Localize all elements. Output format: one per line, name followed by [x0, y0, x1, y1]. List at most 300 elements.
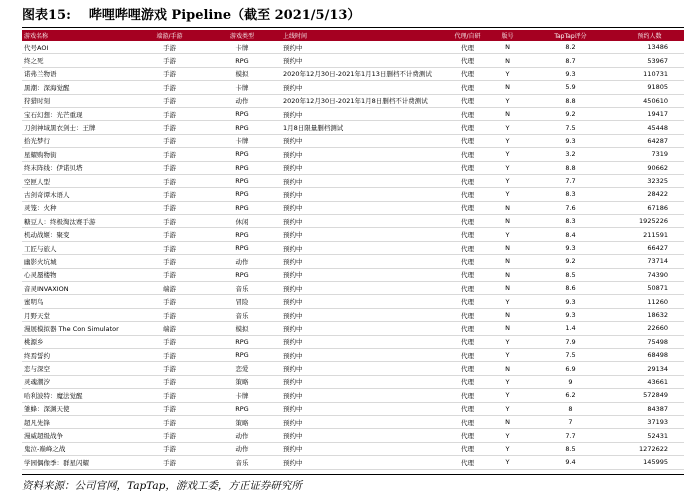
cell-genre: RPG	[203, 54, 281, 67]
table-row	[22, 295, 684, 308]
cell-genre: 卡牌	[203, 134, 281, 147]
cell-game-name: 机动战姬：聚变	[22, 228, 136, 241]
cell-launch-time: 预约中	[281, 188, 446, 201]
cell-platform: 手游	[136, 389, 203, 402]
cell-license: Y	[489, 188, 526, 201]
cell-genre: 动作	[203, 255, 281, 268]
cell-game-name: 终焉誓约	[22, 348, 136, 361]
table-row	[22, 255, 684, 268]
cell-launch-time: 预约中	[281, 322, 446, 335]
cell-genre: RPG	[203, 161, 281, 174]
cell-reservations: 211591	[615, 228, 684, 241]
cell-launch-time: 预约中	[281, 429, 446, 442]
cell-launch-time: 预约中	[281, 295, 446, 308]
cell-license: Y	[489, 295, 526, 308]
cell-platform: 手游	[136, 188, 203, 201]
cell-taptap-score: 7.9	[526, 335, 615, 348]
cell-game-name: 灵魂潮汐	[22, 375, 136, 388]
cell-license: Y	[489, 134, 526, 147]
cell-reservations: 74390	[615, 268, 684, 281]
cell-license: N	[489, 268, 526, 281]
table-header-row	[22, 30, 684, 41]
cell-launch-time: 预约中	[281, 148, 446, 161]
cell-reservations: 13486	[615, 41, 684, 54]
cell-license: Y	[489, 375, 526, 388]
cell-reservations: 64287	[615, 134, 684, 147]
cell-agency: 代理	[446, 228, 489, 241]
cell-agency: 代理	[446, 402, 489, 415]
cell-genre: 卡牌	[203, 81, 281, 94]
cell-license: N	[489, 41, 526, 54]
cell-launch-time: 预约中	[281, 268, 446, 281]
cell-license: N	[489, 107, 526, 120]
cell-genre: 动作	[203, 442, 281, 455]
cell-launch-time: 预约中	[281, 54, 446, 67]
cell-launch-time: 预约中	[281, 228, 446, 241]
cell-license: Y	[489, 335, 526, 348]
cell-reservations: 45448	[615, 121, 684, 134]
header-game-name: 游戏名称	[22, 30, 136, 41]
cell-license: N	[489, 215, 526, 228]
cell-genre: RPG	[203, 121, 281, 134]
cell-taptap-score: 9	[526, 375, 615, 388]
cell-genre: RPG	[203, 348, 281, 361]
cell-game-name: 宝石幻想：光芒重现	[22, 107, 136, 120]
figure-title-text: 哔哩哔哩游戏 Pipeline（截至 2021/5/13）	[88, 8, 361, 23]
cell-game-name: 刀剑神域黑衣剑士：王牌	[22, 121, 136, 134]
cell-agency: 代理	[446, 268, 489, 281]
cell-taptap-score: 8.6	[526, 282, 615, 295]
title-divider	[22, 27, 684, 28]
cell-game-name: 桃源乡	[22, 335, 136, 348]
cell-agency: 代理	[446, 282, 489, 295]
cell-agency: 代理	[446, 41, 489, 54]
table-row	[22, 282, 684, 295]
cell-game-name: 星耀购物街	[22, 148, 136, 161]
cell-reservations: 75498	[615, 335, 684, 348]
cell-taptap-score: 5.9	[526, 81, 615, 94]
cell-game-name: 心灵蜃楼物	[22, 268, 136, 281]
cell-reservations: 67186	[615, 201, 684, 214]
table-row	[22, 389, 684, 402]
cell-platform: 手游	[136, 429, 203, 442]
cell-game-name: 幽影火坑城	[22, 255, 136, 268]
cell-reservations: 110731	[615, 67, 684, 80]
cell-license: Y	[489, 228, 526, 241]
table-row	[22, 442, 684, 455]
cell-license: N	[489, 241, 526, 254]
cell-agency: 代理	[446, 241, 489, 254]
cell-game-name: 超凡先锋	[22, 415, 136, 428]
cell-platform: 手游	[136, 362, 203, 375]
cell-genre: RPG	[203, 402, 281, 415]
cell-platform: 手游	[136, 81, 203, 94]
cell-reservations: 450610	[615, 94, 684, 107]
cell-genre: 冒险	[203, 295, 281, 308]
cell-launch-time: 预约中	[281, 282, 446, 295]
cell-agency: 代理	[446, 456, 489, 469]
cell-agency: 代理	[446, 375, 489, 388]
cell-genre: 模拟	[203, 67, 281, 80]
cell-platform: 手游	[136, 67, 203, 80]
cell-game-name: 终之死	[22, 54, 136, 67]
cell-license: Y	[489, 456, 526, 469]
table-row	[22, 81, 684, 94]
cell-game-name: 空匣人型	[22, 174, 136, 187]
cell-license: N	[489, 322, 526, 335]
table-row	[22, 228, 684, 241]
cell-license: N	[489, 282, 526, 295]
cell-reservations: 37193	[615, 415, 684, 428]
cell-genre: 策略	[203, 415, 281, 428]
cell-platform: 手游	[136, 94, 203, 107]
table-row	[22, 148, 684, 161]
cell-genre: RPG	[203, 335, 281, 348]
cell-genre: 音乐	[203, 308, 281, 321]
cell-taptap-score: 9.3	[526, 134, 615, 147]
cell-launch-time: 预约中	[281, 81, 446, 94]
header-taptap-score: TapTap评分	[526, 30, 615, 41]
cell-reservations: 572849	[615, 389, 684, 402]
cell-genre: RPG	[203, 201, 281, 214]
cell-agency: 代理	[446, 255, 489, 268]
cell-agency: 代理	[446, 67, 489, 80]
cell-taptap-score: 8.7	[526, 54, 615, 67]
cell-launch-time: 预约中	[281, 348, 446, 361]
cell-taptap-score: 7.7	[526, 429, 615, 442]
cell-game-name: 古剑奇谭木语人	[22, 188, 136, 201]
cell-game-name: 糖豆人：终极淘汰赛手游	[22, 215, 136, 228]
header-reservations: 预约人数	[615, 30, 684, 41]
table-row	[22, 121, 684, 134]
cell-genre: RPG	[203, 107, 281, 120]
table-row	[22, 174, 684, 187]
cell-genre: 卡牌	[203, 389, 281, 402]
cell-launch-time: 预约中	[281, 107, 446, 120]
cell-license: Y	[489, 174, 526, 187]
table-row	[22, 201, 684, 214]
table-row	[22, 268, 684, 281]
table-row	[22, 322, 684, 335]
cell-reservations: 66427	[615, 241, 684, 254]
cell-platform: 手游	[136, 402, 203, 415]
cell-taptap-score: 7.7	[526, 174, 615, 187]
cell-agency: 代理	[446, 134, 489, 147]
cell-game-name: 终末阵线：伊诺贝塔	[22, 161, 136, 174]
table-row	[22, 67, 684, 80]
cell-genre: 策略	[203, 375, 281, 388]
cell-taptap-score: 9.2	[526, 255, 615, 268]
cell-game-name: 狩猎时刻	[22, 94, 136, 107]
cell-launch-time: 预约中	[281, 402, 446, 415]
table-row	[22, 362, 684, 375]
cell-launch-time: 预约中	[281, 308, 446, 321]
cell-taptap-score: 9.3	[526, 295, 615, 308]
cell-game-name: 月野天堂	[22, 308, 136, 321]
cell-launch-time: 预约中	[281, 362, 446, 375]
cell-reservations: 84387	[615, 402, 684, 415]
cell-game-name: 黑潮：深海觉醒	[22, 81, 136, 94]
cell-platform: 手游	[136, 456, 203, 469]
table-row	[22, 348, 684, 361]
cell-game-name: 诺弗兰物语	[22, 67, 136, 80]
header-launch-time: 上线时间	[281, 30, 446, 41]
cell-launch-time: 预约中	[281, 375, 446, 388]
cell-launch-time: 预约中	[281, 389, 446, 402]
cell-license: N	[489, 255, 526, 268]
cell-platform: 手游	[136, 107, 203, 120]
cell-launch-time: 预约中	[281, 335, 446, 348]
cell-platform: 手游	[136, 121, 203, 134]
cell-taptap-score: 8.8	[526, 161, 615, 174]
table-row	[22, 215, 684, 228]
cell-reservations: 1272622	[615, 442, 684, 455]
table-row	[22, 402, 684, 415]
cell-genre: RPG	[203, 188, 281, 201]
table-row	[22, 134, 684, 147]
cell-agency: 代理	[446, 121, 489, 134]
cell-reservations: 90662	[615, 161, 684, 174]
cell-agency: 代理	[446, 442, 489, 455]
table-row	[22, 335, 684, 348]
cell-launch-time: 预约中	[281, 456, 446, 469]
cell-taptap-score: 8.5	[526, 442, 615, 455]
cell-game-name: 灵笼：火种	[22, 201, 136, 214]
cell-taptap-score: 7	[526, 415, 615, 428]
cell-launch-time: 2020年12月30日-2021年1月8日删档不计费测试	[281, 94, 446, 107]
cell-agency: 代理	[446, 335, 489, 348]
cell-platform: 手游	[136, 442, 203, 455]
cell-launch-time: 预约中	[281, 215, 446, 228]
cell-game-name: 哈利波特：魔法觉醒	[22, 389, 136, 402]
cell-license: N	[489, 81, 526, 94]
cell-launch-time: 预约中	[281, 134, 446, 147]
cell-taptap-score: 8	[526, 402, 615, 415]
cell-genre: 动作	[203, 429, 281, 442]
cell-reservations: 68498	[615, 348, 684, 361]
cell-reservations: 1925226	[615, 215, 684, 228]
cell-license: Y	[489, 442, 526, 455]
cell-agency: 代理	[446, 348, 489, 361]
cell-platform: 手游	[136, 335, 203, 348]
table-row	[22, 415, 684, 428]
cell-platform: 手游	[136, 228, 203, 241]
cell-platform: 手游	[136, 375, 203, 388]
cell-taptap-score: 9.3	[526, 308, 615, 321]
cell-reservations: 53967	[615, 54, 684, 67]
cell-agency: 代理	[446, 174, 489, 187]
bottom-divider	[22, 474, 684, 475]
cell-reservations: 43661	[615, 375, 684, 388]
table-row	[22, 375, 684, 388]
cell-platform: 手游	[136, 54, 203, 67]
cell-reservations: 18632	[615, 308, 684, 321]
cell-license: Y	[489, 389, 526, 402]
cell-reservations: 7319	[615, 148, 684, 161]
cell-game-name: 恋与深空	[22, 362, 136, 375]
cell-launch-time: 预约中	[281, 201, 446, 214]
cell-game-name: 音灵INVAXION	[22, 282, 136, 295]
cell-license: Y	[489, 348, 526, 361]
cell-reservations: 73714	[615, 255, 684, 268]
table-row	[22, 41, 684, 54]
cell-license: Y	[489, 121, 526, 134]
cell-genre: RPG	[203, 148, 281, 161]
cell-genre: 音乐	[203, 456, 281, 469]
cell-platform: 手游	[136, 268, 203, 281]
cell-platform: 手游	[136, 295, 203, 308]
cell-launch-time: 预约中	[281, 255, 446, 268]
cell-genre: RPG	[203, 268, 281, 281]
table-row	[22, 54, 684, 67]
cell-genre: RPG	[203, 241, 281, 254]
cell-genre: 休闲	[203, 215, 281, 228]
cell-license: N	[489, 54, 526, 67]
table-row	[22, 308, 684, 321]
cell-taptap-score: 8.3	[526, 188, 615, 201]
cell-taptap-score: 8.2	[526, 41, 615, 54]
cell-platform: 手游	[136, 255, 203, 268]
cell-game-name: 代号AOI	[22, 41, 136, 54]
cell-game-name: 学园偶像季：群星闪耀	[22, 456, 136, 469]
cell-license: Y	[489, 429, 526, 442]
cell-agency: 代理	[446, 188, 489, 201]
table-row	[22, 456, 684, 469]
table-row	[22, 94, 684, 107]
cell-agency: 代理	[446, 161, 489, 174]
cell-license: Y	[489, 402, 526, 415]
cell-agency: 代理	[446, 429, 489, 442]
cell-taptap-score: 3.2	[526, 148, 615, 161]
cell-platform: 手游	[136, 308, 203, 321]
cell-platform: 手游	[136, 241, 203, 254]
cell-taptap-score: 8.3	[526, 215, 615, 228]
cell-agency: 代理	[446, 201, 489, 214]
header-genre: 游戏类型	[203, 30, 281, 41]
cell-taptap-score: 9.3	[526, 67, 615, 80]
header-platform: 端游/手游	[136, 30, 203, 41]
cell-taptap-score: 8.4	[526, 228, 615, 241]
cell-platform: 端游	[136, 322, 203, 335]
cell-agency: 代理	[446, 295, 489, 308]
cell-taptap-score: 1.4	[526, 322, 615, 335]
figure-label: 图表15:	[22, 8, 71, 23]
cell-platform: 手游	[136, 134, 203, 147]
cell-agency: 代理	[446, 362, 489, 375]
cell-license: N	[489, 201, 526, 214]
cell-agency: 代理	[446, 415, 489, 428]
cell-genre: 模拟	[203, 322, 281, 335]
cell-taptap-score: 7.5	[526, 121, 615, 134]
table-body	[22, 41, 684, 469]
cell-platform: 手游	[136, 215, 203, 228]
cell-launch-time: 1月8日限量删档测试	[281, 121, 446, 134]
cell-launch-time: 预约中	[281, 174, 446, 187]
cell-agency: 代理	[446, 322, 489, 335]
cell-launch-time: 预约中	[281, 161, 446, 174]
cell-genre: 恋爱	[203, 362, 281, 375]
cell-launch-time: 预约中	[281, 241, 446, 254]
cell-game-name: 鬼泣-巅峰之战	[22, 442, 136, 455]
cell-game-name: 雏蜂：深渊天使	[22, 402, 136, 415]
cell-reservations: 19417	[615, 107, 684, 120]
cell-license: Y	[489, 161, 526, 174]
cell-game-name: 工匠与旅人	[22, 241, 136, 254]
cell-agency: 代理	[446, 107, 489, 120]
cell-launch-time: 预约中	[281, 442, 446, 455]
cell-reservations: 22660	[615, 322, 684, 335]
cell-license: N	[489, 415, 526, 428]
cell-reservations: 28422	[615, 188, 684, 201]
cell-taptap-score: 6.9	[526, 362, 615, 375]
cell-reservations: 91805	[615, 81, 684, 94]
cell-genre: 动作	[203, 94, 281, 107]
cell-agency: 代理	[446, 81, 489, 94]
cell-launch-time: 预约中	[281, 41, 446, 54]
header-license: 版号	[489, 30, 526, 41]
cell-agency: 代理	[446, 148, 489, 161]
cell-reservations: 32325	[615, 174, 684, 187]
cell-platform: 手游	[136, 201, 203, 214]
cell-launch-time: 预约中	[281, 415, 446, 428]
header-agency: 代理/自研	[446, 30, 489, 41]
cell-genre: RPG	[203, 174, 281, 187]
cell-game-name: 漫展模拟器 The Con Simulator	[22, 322, 136, 335]
cell-taptap-score: 9.3	[526, 241, 615, 254]
cell-license: Y	[489, 67, 526, 80]
table-row	[22, 188, 684, 201]
cell-taptap-score: 8.8	[526, 94, 615, 107]
cell-platform: 端游	[136, 282, 203, 295]
cell-platform: 手游	[136, 148, 203, 161]
cell-taptap-score: 9.4	[526, 456, 615, 469]
cell-platform: 手游	[136, 348, 203, 361]
cell-license: N	[489, 308, 526, 321]
cell-platform: 手游	[136, 174, 203, 187]
cell-game-name: 拾光梦行	[22, 134, 136, 147]
cell-reservations: 145995	[615, 456, 684, 469]
cell-taptap-score: 8.5	[526, 268, 615, 281]
cell-reservations: 50871	[615, 282, 684, 295]
cell-agency: 代理	[446, 94, 489, 107]
cell-game-name: 漫威超级战争	[22, 429, 136, 442]
cell-taptap-score: 6.2	[526, 389, 615, 402]
cell-license: N	[489, 362, 526, 375]
cell-agency: 代理	[446, 215, 489, 228]
cell-license: Y	[489, 94, 526, 107]
cell-reservations: 29134	[615, 362, 684, 375]
cell-agency: 代理	[446, 54, 489, 67]
cell-taptap-score: 7.6	[526, 201, 615, 214]
cell-genre: 音乐	[203, 282, 281, 295]
cell-game-name: 蜜明鸟	[22, 295, 136, 308]
cell-genre: 卡牌	[203, 41, 281, 54]
cell-platform: 手游	[136, 41, 203, 54]
cell-platform: 手游	[136, 161, 203, 174]
cell-reservations: 11260	[615, 295, 684, 308]
table-row	[22, 161, 684, 174]
figure-title	[22, 6, 360, 26]
cell-license: Y	[489, 148, 526, 161]
cell-launch-time: 2020年12月30日-2021年1月13日删档不计费测试	[281, 67, 446, 80]
table-row	[22, 429, 684, 442]
source-note: 资料来源：公司官网，TapTap，游戏工委，方正证券研究所	[22, 480, 302, 492]
game-pipeline-table	[22, 30, 684, 470]
cell-agency: 代理	[446, 389, 489, 402]
cell-genre: RPG	[203, 228, 281, 241]
cell-reservations: 52431	[615, 429, 684, 442]
cell-taptap-score: 9.2	[526, 107, 615, 120]
